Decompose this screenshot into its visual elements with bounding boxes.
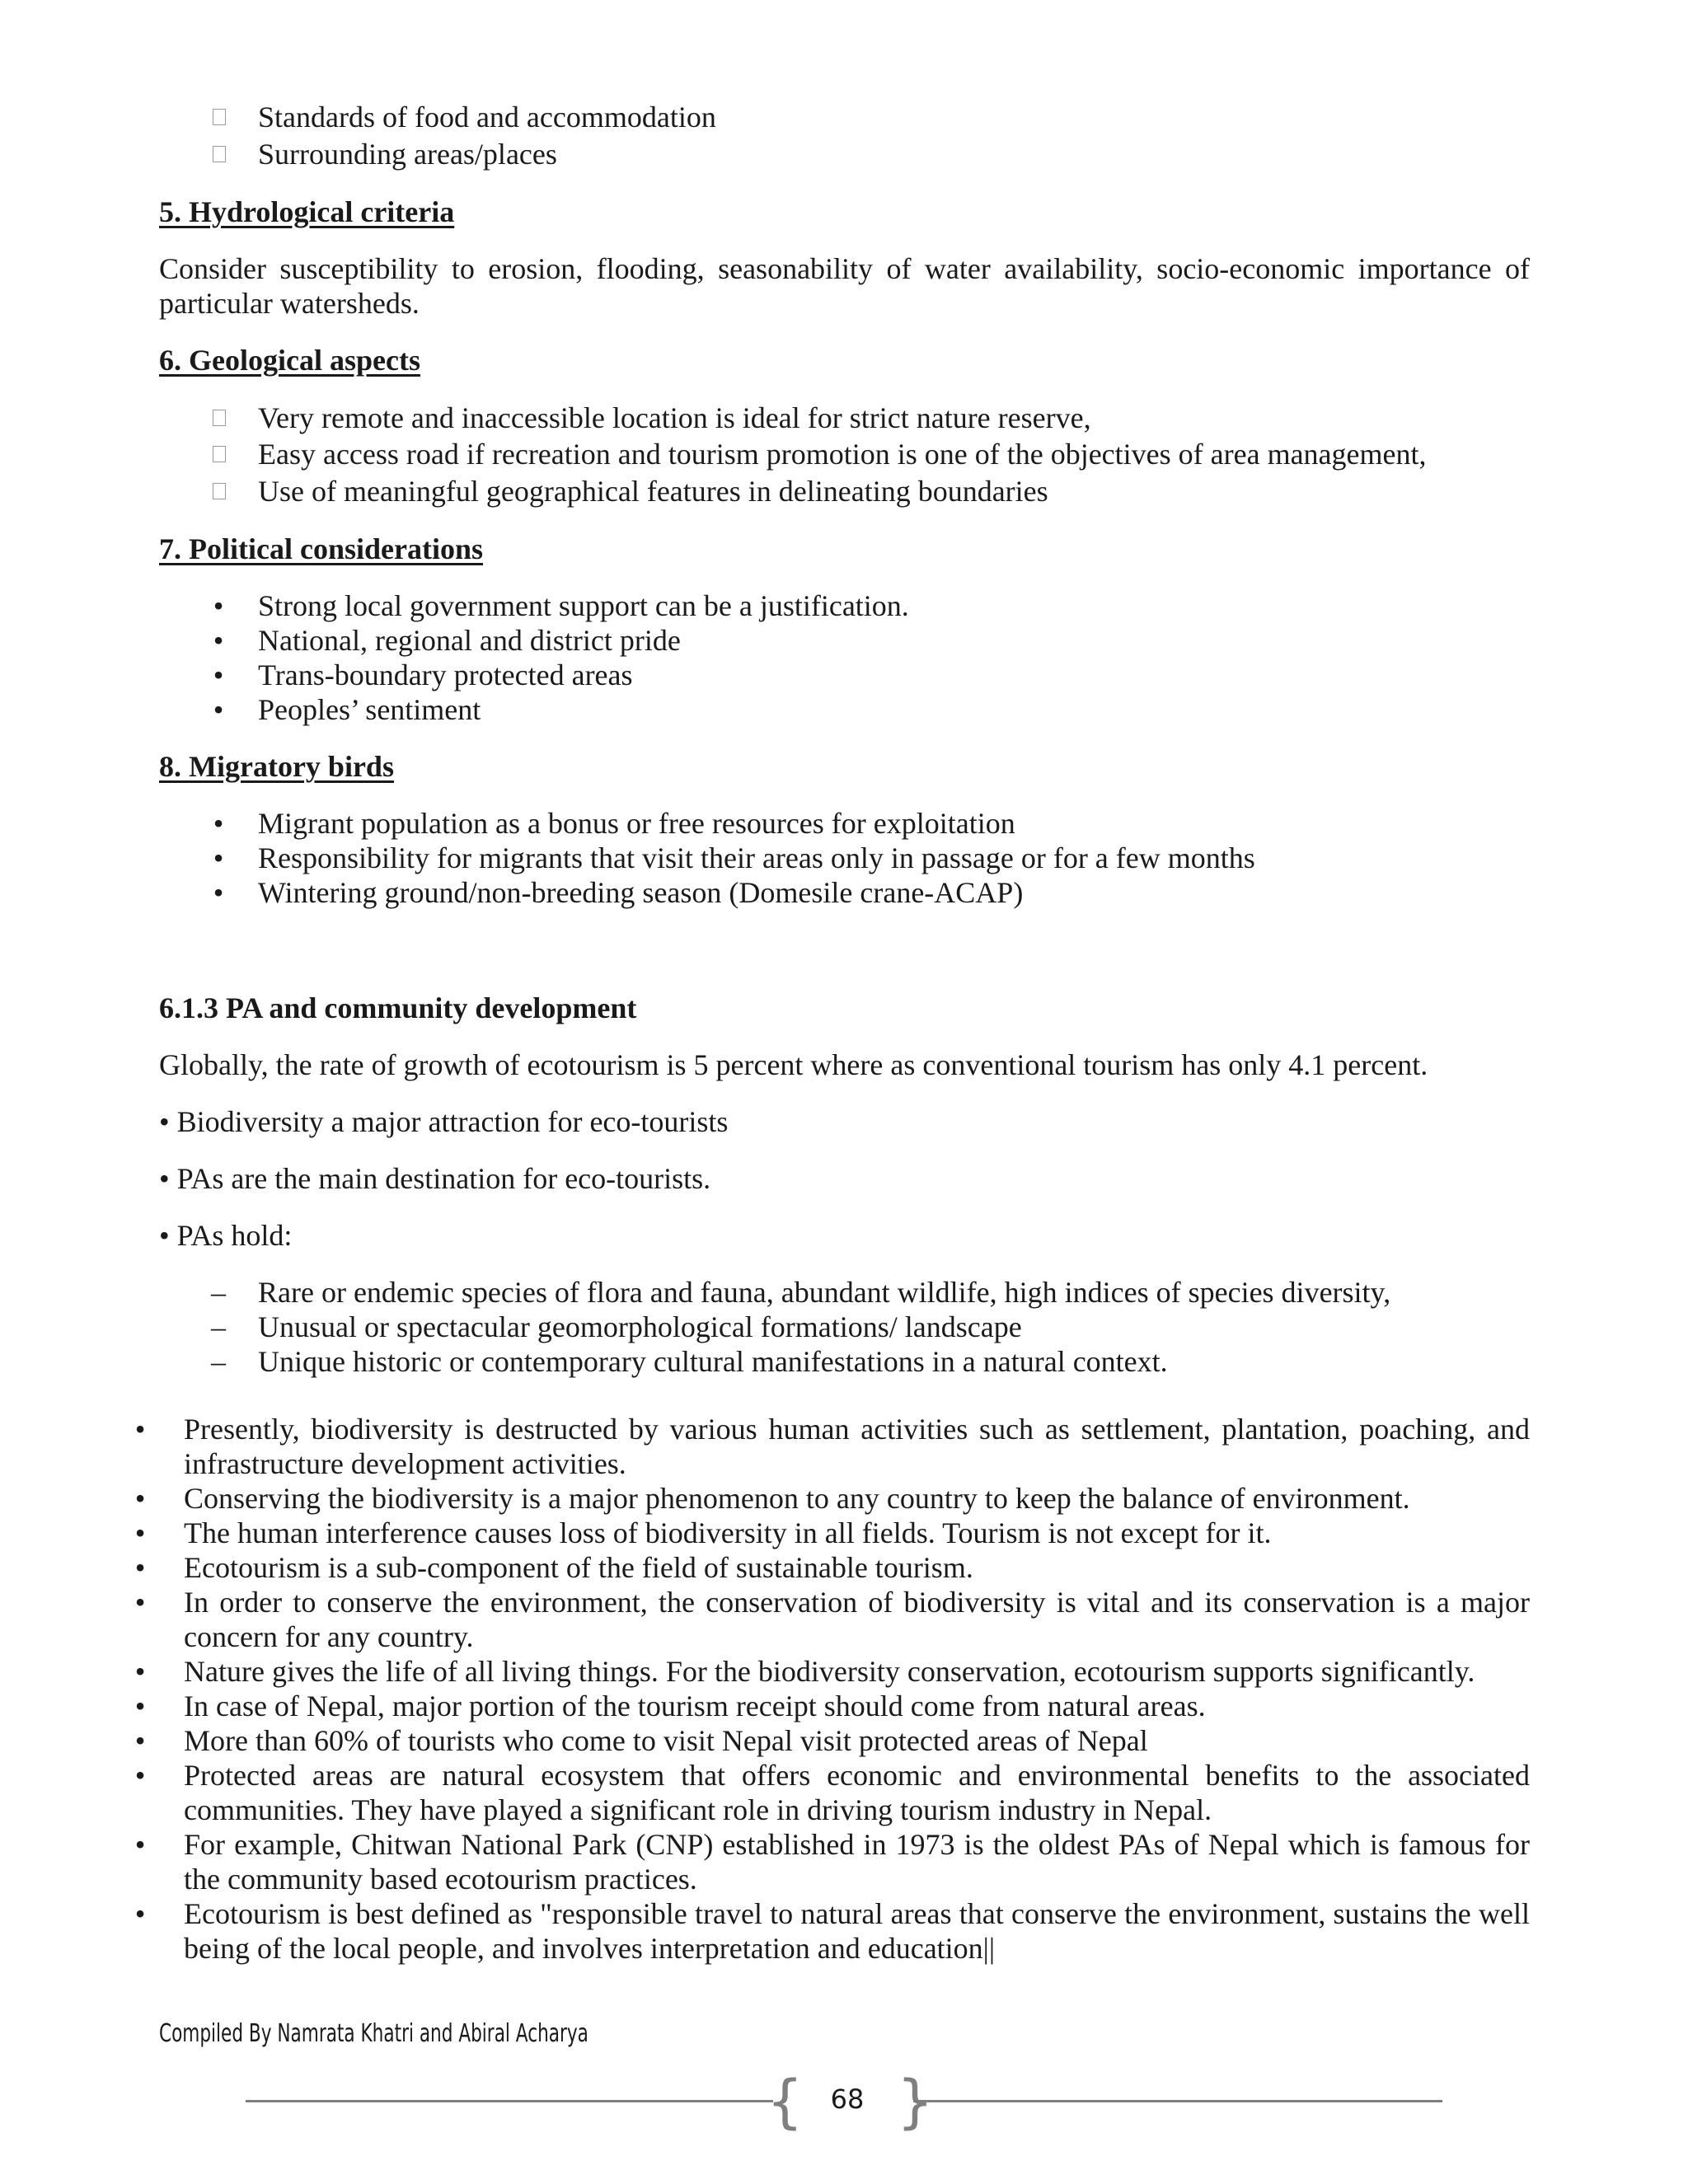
page-number: 68: [830, 2083, 865, 2115]
bullet-icon: •: [134, 1655, 146, 1688]
bullet-icon: •: [134, 1551, 146, 1584]
left-brace-icon: {: [767, 2068, 804, 2135]
list-item: Trans-boundary protected areas: [258, 658, 633, 691]
list-item: Migrant population as a bonus or free resources for exploitation: [258, 807, 1015, 840]
bullet-icon: •: [134, 1586, 146, 1619]
list-item: In order to conserve the environment, the conservation of biodiversity is vital and its conservation is a major concern for any country.: [184, 1586, 1530, 1653]
dash-bullet-icon: –: [211, 1276, 226, 1309]
dash-bullet-icon: –: [211, 1310, 226, 1343]
list-item: Surrounding areas/places: [258, 138, 557, 171]
list-item: Very remote and inaccessible location is ideal for strict nature reserve,: [258, 401, 1091, 434]
right-brace-icon: }: [897, 2068, 934, 2135]
point-line: • PAs are the main destination for eco-tourists.: [159, 1162, 711, 1195]
bullet-icon: •: [213, 807, 224, 840]
bullet-icon: •: [213, 693, 224, 726]
bullet-icon: •: [134, 1690, 146, 1722]
checkbox-bullet-icon: [213, 410, 226, 426]
point-line: • Biodiversity a major attraction for eco-tourists: [159, 1105, 729, 1138]
bullet-icon: •: [134, 1482, 146, 1515]
section-heading-migratory: 8. Migratory birds: [159, 750, 394, 783]
bullet-icon: •: [213, 589, 224, 622]
list-item: Unusual or spectacular geomorphological formations/ landscape: [258, 1310, 1022, 1343]
section-heading-pa-community: 6.1.3 PA and community development: [159, 991, 637, 1024]
point-line: • PAs hold:: [159, 1219, 293, 1252]
footer-rule-right: [913, 2100, 1442, 2102]
section-heading-political: 7. Political considerations: [159, 532, 483, 565]
list-item: Ecotourism is best defined as "responsible travel to natural areas that conserve the environment, sustains the well being of the local people, and involves interpretation and education||: [184, 1897, 1530, 1965]
checkbox-bullet-icon: [213, 446, 226, 462]
list-item: Unique historic or contemporary cultural manifestations in a natural context.: [258, 1345, 1168, 1378]
list-item: Ecotourism is a sub-component of the field of sustainable tourism.: [184, 1551, 973, 1584]
bullet-icon: •: [134, 1828, 146, 1861]
list-item: Presently, biodiversity is destructed by various human activities such as settlement, plantation, poaching, and infrastructure development activities.: [184, 1413, 1530, 1480]
list-item: The human interference causes loss of biodiversity in all fields. Tourism is not except for it.: [184, 1516, 1272, 1549]
dash-bullet-icon: –: [211, 1345, 226, 1378]
intro-paragraph: Globally, the rate of growth of ecotourism is 5 percent where as conventional tourism has only 4.1 percent.: [159, 1048, 1428, 1081]
footer-rule-left: [246, 2100, 773, 2102]
list-item: Easy access road if recreation and tourism promotion is one of the objectives of area management,: [258, 438, 1427, 471]
bullet-icon: •: [213, 658, 224, 691]
list-item: In case of Nepal, major portion of the tourism receipt should come from natural areas.: [184, 1690, 1206, 1722]
bullet-icon: •: [213, 624, 224, 657]
section-heading-hydrological: 5. Hydrological criteria: [159, 195, 455, 228]
list-item: Use of meaningful geographical features in delineating boundaries: [258, 475, 1048, 508]
hydrological-paragraph: Consider susceptibility to erosion, flooding, seasonability of water availability, socio-economic importance of particular watersheds.: [159, 252, 1530, 320]
list-item: Rare or endemic species of flora and fauna, abundant wildlife, high indices of species diversity,: [258, 1276, 1391, 1309]
checkbox-bullet-icon: [213, 483, 226, 499]
bullet-icon: •: [213, 841, 224, 874]
list-item: For example, Chitwan National Park (CNP) established in 1973 is the oldest PAs of Nepal which is famous for the community based ecotourism practices.: [184, 1828, 1530, 1896]
list-item: Conserving the biodiversity is a major phenomenon to any country to keep the balance of environment.: [184, 1482, 1410, 1515]
bullet-icon: •: [134, 1724, 146, 1757]
section-heading-geological: 6. Geological aspects: [159, 344, 420, 377]
bullet-icon: •: [213, 876, 224, 909]
bullet-icon: •: [134, 1759, 146, 1792]
list-item: Standards of food and accommodation: [258, 101, 716, 134]
list-item: Wintering ground/non-breeding season (Domesile crane-ACAP): [258, 876, 1024, 909]
list-item: Protected areas are natural ecosystem that offers economic and environmental benefits to the associated communities. They have played a significant role in driving tourism industry in Nepal.: [184, 1759, 1530, 1826]
checkbox-bullet-icon: [213, 109, 226, 125]
list-item: Nature gives the life of all living things. For the biodiversity conservation, ecotourism supports significantly.: [184, 1655, 1475, 1688]
list-item: More than 60% of tourists who come to visit Nepal visit protected areas of Nepal: [184, 1724, 1148, 1757]
bullet-icon: •: [134, 1897, 146, 1930]
bullet-icon: •: [134, 1413, 146, 1446]
footer-credit: Compiled By Namrata Khatri and Abiral Acharya: [159, 2019, 588, 2048]
bullet-icon: •: [134, 1516, 146, 1549]
list-item: Responsibility for migrants that visit their areas only in passage or for a few months: [258, 841, 1255, 874]
checkbox-bullet-icon: [213, 146, 226, 162]
list-item: Peoples’ sentiment: [258, 693, 481, 726]
list-item: National, regional and district pride: [258, 624, 681, 657]
list-item: Strong local government support can be a justification.: [258, 589, 909, 622]
